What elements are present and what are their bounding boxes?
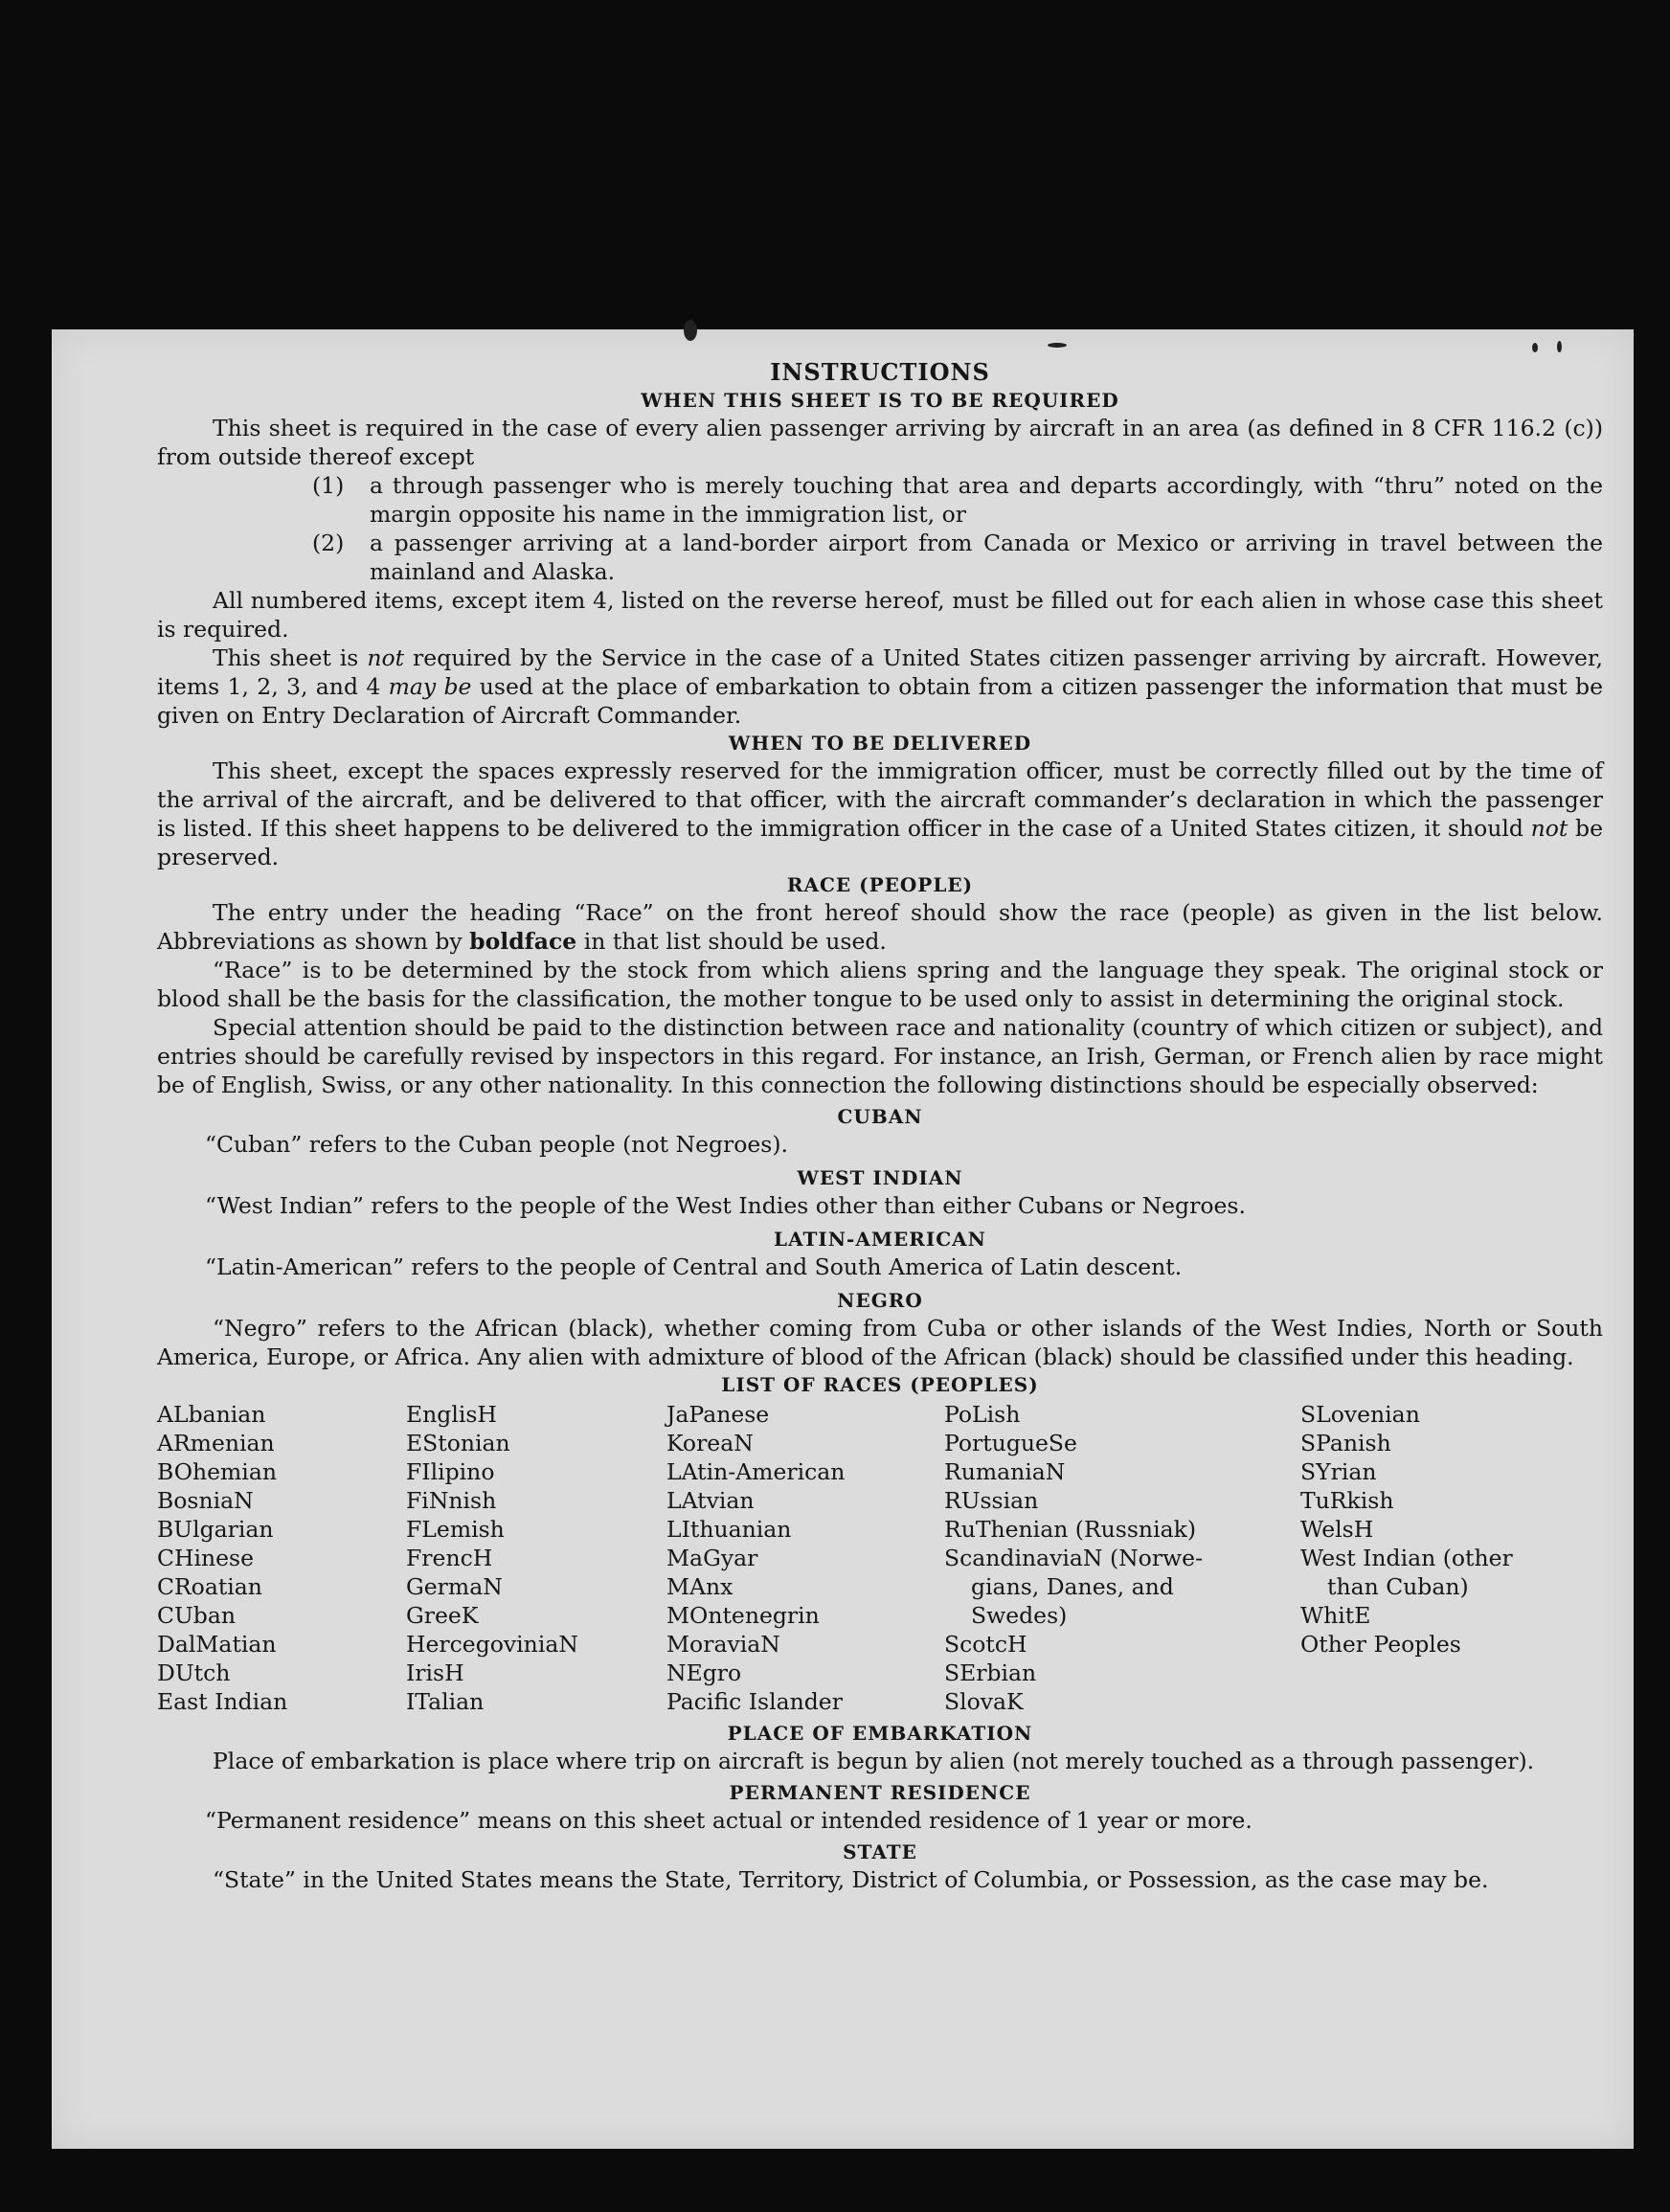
paragraph: Place of embarkation is place where trip on aircraft is begun by alien (not merely touched as a through passenger). [213,1748,1535,1774]
race-item: SYrian [1300,1458,1377,1485]
race-item: ScandinaviaN (Norwe- [944,1545,1204,1571]
races-column-4 [944,1400,1300,1716]
race-item: FLemish [406,1516,505,1543]
race-item: MaGyar [666,1545,758,1571]
list-item [157,471,1603,529]
section-heading-race: RACE (PEOPLE) [786,873,974,896]
section-heading-cuban: CUBAN [837,1105,923,1128]
race-item: HercegoviniaN [406,1631,578,1658]
section-heading-delivered: WHEN TO BE DELIVERED [728,732,1032,755]
ink-speck [684,320,697,341]
instructions-body [157,358,1603,1894]
race-item: KoreaN [666,1430,754,1456]
section-heading-west-indian: WEST INDIAN [797,1166,963,1189]
item-text: a through passenger who is merely touching that area and departs accordingly, with “thru” noted on the margin opposite his name in the immigration list, or [370,472,1603,528]
race-item: ITalian [406,1688,485,1715]
races-column-5 [1300,1400,1588,1716]
paragraph: “State” in the United States means the State, Territory, District of Columbia, or Possession, as the case may be. [213,1866,1489,1893]
race-item: SlovaK [944,1688,1024,1715]
race-item: WhitE [1300,1602,1371,1629]
section-heading-state: STATE [843,1840,917,1863]
race-item: SLovenian [1300,1401,1420,1428]
race-item: Other Peoples [1300,1631,1461,1658]
race-item: East Indian [157,1688,288,1715]
race-item: BUlgarian [157,1516,274,1543]
ink-speck [1048,343,1067,348]
race-item-continued: than Cuban) [1327,1573,1469,1600]
race-item: LAtin-American [666,1458,846,1485]
races-column-2 [406,1400,666,1716]
race-item: SErbian [944,1659,1037,1686]
race-item: GermaN [406,1573,503,1600]
race-item: MoraviaN [666,1631,780,1658]
ink-speck [1532,343,1538,352]
race-item: CUban [157,1602,236,1629]
race-item: FIlipino [406,1458,495,1485]
section-heading-list-of-races: LIST OF RACES (PEOPLES) [721,1373,1039,1396]
races-column-3 [666,1400,944,1716]
race-item: GreeK [406,1602,479,1629]
race-item: ALbanian [157,1401,266,1428]
race-item: LAtvian [666,1487,755,1514]
race-item-continued: Swedes) [971,1602,1068,1629]
race-item: PortugueSe [944,1430,1077,1456]
paragraph: “Race” is to be determined by the stock from which aliens spring and the language they speak. The original stock or blood shall be the basis for the classification, the mother tongue to be used only to assist in determining the original stock. [157,957,1603,1012]
race-item: IrisH [406,1659,464,1686]
race-item: ARmenian [157,1430,275,1456]
race-item: CHinese [157,1545,254,1571]
race-item: Pacific Islander [666,1688,843,1715]
race-item: WelsH [1300,1516,1374,1543]
paragraph: All numbered items, except item 4, listed on the reverse hereof, must be filled out for each alien in whose case this sheet is required. [157,587,1603,643]
race-item: LIthuanian [666,1516,792,1543]
definition-cuban: “Cuban” refers to the Cuban people (not Negroes). [205,1131,789,1158]
list-item [157,529,1603,586]
paragraph: This sheet is not required by the Service in the case of a United States citizen passenger arriving by aircraft. However, items 1, 2, 3, and 4 may be used at the place of embarkation to obtain from a citizen passenger the information that must be given on Entry Declaration of Aircraft Commander. [157,644,1603,729]
paragraph: This sheet, except the spaces expressly reserved for the immigration officer, must be correctly filled out by the time of the arrival of the aircraft, and be delivered to that officer, with the aircraft commander’s declaration in which the passenger is listed. If this sheet happens to be delivered to the immigration officer in the case of a United States citizen, it should not be preserved. [157,757,1604,870]
races-column-1 [157,1400,406,1716]
paragraph: The entry under the heading “Race” on the front hereof should show the race (people) as given in the list below. Abbreviations as shown by boldface in that list should be used. [157,899,1603,955]
section-heading-latin-american: LATIN-AMERICAN [774,1228,986,1251]
section-heading-embarkation: PLACE OF EMBARKATION [727,1722,1033,1745]
race-item: FiNnish [406,1487,497,1514]
definition-latin-american: “Latin-American” refers to the people of Central and South America of Latin descent. [205,1253,1183,1280]
paragraph: “Permanent residence” means on this sheet actual or intended residence of 1 year or more. [205,1807,1252,1834]
race-item: JaPanese [666,1401,770,1428]
ink-speck [1557,341,1562,352]
race-item: CRoatian [157,1573,262,1600]
race-item-continued: gians, Danes, and [971,1573,1174,1600]
race-item: RUssian [944,1487,1039,1514]
race-item: RuThenian (Russniak) [944,1516,1196,1543]
race-item: DUtch [157,1659,231,1686]
definition-negro: “Negro” refers to the African (black), whether coming from Cuba or other islands of the West Indies, North or South America, Europe, or Africa. Any alien with admixture of blood of the African (black) should be classified under this heading. [157,1315,1603,1370]
item-number: (2) [312,530,345,556]
race-item: SPanish [1300,1430,1391,1456]
race-item: West Indian (other [1300,1545,1513,1571]
race-item: BOhemian [157,1458,277,1485]
section-heading-negro: NEGRO [837,1289,923,1312]
section-heading-permanent-residence: PERMANENT RESIDENCE [729,1781,1031,1804]
section-heading-required: WHEN THIS SHEET IS TO BE REQUIRED [641,389,1119,412]
races-table [157,1400,1603,1716]
paragraph: Special attention should be paid to the distinction between race and nationality (country of which citizen or subject), and entries should be carefully revised by inspectors in this regard. For instance, an Irish, German, or French alien by race might be of English, Swiss, or any other nationality. In this connection the following distinctions should be especially observed: [157,1014,1603,1098]
race-item: NEgro [666,1659,742,1686]
race-item: TuRkish [1300,1487,1394,1514]
paragraph: This sheet is required in the case of every alien passenger arriving by aircraft in an area (as defined in 8 CFR 116.2 (c)) from outside thereof except [157,415,1603,470]
race-item: ScotcH [944,1631,1027,1658]
race-item: MAnx [666,1573,733,1600]
document-sheet [52,329,1634,2149]
race-item: BosniaN [157,1487,254,1514]
race-item: EStonian [406,1430,510,1456]
race-item: EnglisH [406,1401,497,1428]
race-item: FrencH [406,1545,493,1571]
definition-west-indian: “West Indian” refers to the people of the West Indies other than either Cubans or Negroes. [205,1192,1246,1219]
race-item: PoLish [944,1401,1021,1428]
item-text: a passenger arriving at a land-border airport from Canada or Mexico or arriving in travel between the mainland and Alaska. [370,530,1603,585]
race-item: MOntenegrin [666,1602,820,1629]
page-title: INSTRUCTIONS [770,358,990,386]
race-item: RumaniaN [944,1458,1066,1485]
race-item: DalMatian [157,1631,277,1658]
item-number: (1) [312,472,345,499]
